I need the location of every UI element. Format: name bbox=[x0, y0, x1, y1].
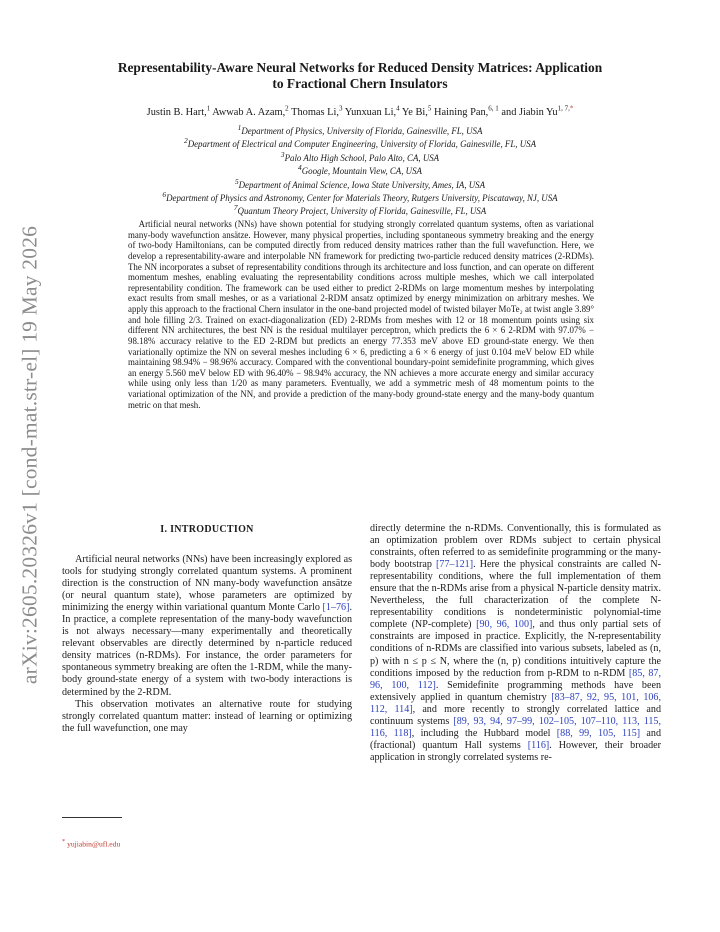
affiliation-text: Department of Animal Science, Iowa State University, Ames, IA, USA bbox=[238, 179, 486, 190]
citation-link[interactable]: [88, 99, 105, 115] bbox=[556, 727, 641, 739]
title-line-1: Representability-Aware Neural Networks for Reduced Density Matrices: Application bbox=[117, 60, 603, 75]
intro-paragraph-2: This observation motivates an alternative route for studying strongly correlated quantum matter: instead of learning or optimizing the full wavefunction, one may bbox=[62, 698, 352, 734]
body-text: , and thus only partial sets of constraints are imposed in practice. Explicitly, the N-representability conditions of n-RDMs are classified into various subsets, labeled as (n, p) with n ≤ p ≤ N, where the (n, p) conditions intuitively capture the conditions imposed by the reduction from p-RDM to n-RDM bbox=[370, 619, 661, 679]
footnote-divider bbox=[62, 817, 122, 818]
section-heading-introduction: I. INTRODUCTION bbox=[160, 524, 254, 535]
citation-link[interactable]: [1–76] bbox=[322, 602, 350, 614]
body-text: , and more recently to strongly correlated lattice and continuum systems bbox=[370, 703, 661, 727]
arxiv-identifier-stamp bbox=[8, 215, 52, 695]
left-column bbox=[62, 554, 352, 735]
body-text: and (fractional) quantum Hall systems bbox=[370, 727, 661, 751]
author-affiliation-number: 1 bbox=[206, 104, 211, 113]
right-column bbox=[370, 523, 661, 764]
affiliation-line bbox=[60, 136, 660, 149]
affiliation-text: Palo Alto High School, Palo Alto, CA, USA bbox=[284, 152, 440, 163]
affiliation-number: 1 bbox=[237, 123, 242, 132]
corresponding-author-star: * bbox=[569, 104, 574, 113]
author-affiliation-number: 6, 1 bbox=[488, 104, 499, 113]
author-name: Ye Bi, bbox=[401, 107, 428, 118]
citation-link[interactable]: [77–121] bbox=[436, 559, 474, 571]
affiliation-number: 2 bbox=[184, 136, 188, 146]
arxiv-stamp-text: arXiv:2605.20326v1 [cond-mat.str-el] 19 May 2026 bbox=[17, 225, 42, 685]
affiliation-line bbox=[60, 203, 660, 216]
footnote bbox=[62, 838, 120, 849]
author-affiliation-number: 5 bbox=[427, 104, 432, 113]
citation-link[interactable]: [89, 93, 94, 97–99, 102–105, 107–110, 113, 115, 116, 118] bbox=[370, 715, 661, 739]
affiliation-line bbox=[60, 163, 660, 176]
affiliation-text: Google, Mountain View, CA, USA bbox=[301, 166, 422, 177]
body-text: directly determine the n-RDMs. Conventionally, this is formulated as an optimization problem over RDMs subject to certain physical constraints, often referred to as semidefinite programming or the many-body bootstrap bbox=[370, 523, 661, 571]
affiliation-list bbox=[60, 123, 660, 217]
intro-paragraph-continued bbox=[370, 523, 661, 764]
citation-link[interactable]: [90, 96, 100] bbox=[476, 619, 533, 631]
citation-link[interactable]: [85, 87, 96, 100, 112] bbox=[370, 667, 662, 691]
author-affiliation-number: 3 bbox=[339, 104, 343, 113]
author-name: Awwab A. Azam, bbox=[212, 107, 286, 118]
paper-title bbox=[60, 60, 660, 92]
author-list bbox=[60, 106, 660, 119]
author-name: Thomas Li, bbox=[291, 107, 339, 118]
author-name: Justin B. Hart, bbox=[146, 107, 207, 118]
body-text: Artificial neural networks (NNs) have been increasingly explored as tools for studying strongly correlated quantum systems. A prominent direction is the construction of NN many-body wavefunction ansätze (or neural quantum state), whose parameters are optimized by minimizing the energy within variational quantum Monte Carlo bbox=[62, 554, 352, 614]
body-text: . Here the physical constraints are called N-representability conditions, where the full implementation of them ensure that the n-RDMs arise from a physical N-particle density matrix. Nevertheless, the full characterization of the complete N-representability conditions is nondeterministic polynomial-time complete (NP-complete) bbox=[370, 559, 661, 631]
body-text: . However, their broader application in strongly correlated systems re- bbox=[370, 739, 661, 763]
body-text: . Semidefinite programming methods have been extensively applied in quantum chemistry bbox=[370, 679, 661, 703]
author-affiliation-number: 2 bbox=[285, 104, 289, 113]
footnote-email-link[interactable]: yujiabin@ufl.edu bbox=[67, 839, 121, 849]
affiliation-line bbox=[60, 150, 660, 163]
affiliation-number: 3 bbox=[280, 149, 285, 159]
citation-link[interactable]: [116] bbox=[527, 739, 550, 751]
affiliation-line bbox=[60, 190, 660, 203]
affiliation-text: Quantum Theory Project, University of Florida, Gainesville, FL, USA bbox=[237, 206, 487, 217]
author-name: Yunxuan Li, bbox=[344, 107, 397, 118]
affiliation-number: 5 bbox=[234, 176, 239, 186]
author-affiliation-number: 1, 7, bbox=[557, 104, 570, 113]
body-text: , including the Hubbard model bbox=[411, 727, 557, 739]
author-name: and Jiabin Yu bbox=[501, 107, 558, 118]
footnote-marker: * bbox=[62, 838, 66, 845]
affiliation-number: 4 bbox=[298, 163, 302, 173]
affiliation-text: Department of Electrical and Computer Engineering, University of Florida, Gainesville, FL, USA bbox=[187, 139, 536, 150]
author-affiliation-number: 4 bbox=[396, 104, 400, 113]
affiliation-text: Department of Physics and Astronomy, Center for Materials Theory, Rutgers University, Piscataway, NJ, USA bbox=[166, 192, 558, 203]
affiliation-line bbox=[60, 177, 660, 190]
abstract: Artificial neural networks (NNs) have shown potential for studying strongly correlated quantum systems, often as variational many-body wavefunction ansätze. However, many physical properties, including spontaneous symmetry breaking and the energy of two-body Hamiltonians, can be computed directly from reduced density matrices rather than the full wavefunction. Here, we develop a representability-aware and interpolable NN framework for predicting two-particle reduced density matrices (2-RDMs). The NN incorporates a subset of representability conditions through its architecture and loss function, and can operate on different momentum meshes, enabling evaluating the representability conditions across multiple meshes, which we call interpolated representability condition. The framework can be used either to predict 2-RDMs on large momentum meshes by interpolating exact results from small meshes, or as a variational 2-RDM ansatz optimized by energy minimization on arbitrary meshes. We apply this approach to the fractional Chern insulator in the one-band projected model of twisted bilayer MoTe₂ at twist angle 3.89° and hole filling 2/3. Trained on exact-diagonalization (ED) 2-RDMs from meshes with 12 or 18 momentum points using six different NN architectures, the best NN is the residual multilayer perceptron, which predicts the 6 × 6 2-RDM with 97.07% − 98.18% accuracy relative to the ED 2-RDM but predicts an energy 77.353 meV above ED ground-state energy. We then variationally optimize the NN on several meshes including 6 × 6, predicting a 6 × 6 energy of just 0.104 meV below ED while maintaining 98.94% − 98.96% accuracy. Compared with the conventional boundary-point semidefinite programming, which gives an energy 5.560 meV below ED with 96.40% − 98.94% accuracy, the NN achieves a more accurate energy and similar accuracy while using only less than 1/20 as many parameters. Eventually, we add a symmetric mesh of 48 momentum points to the variational optimization of the NN, and provide a prediction of the many-body ground-state energy and the many-body quantum metric on that mesh. bbox=[128, 219, 594, 410]
author-name: Haining Pan, bbox=[434, 107, 489, 118]
citation-link[interactable]: [83–87, 92, 95, 101, 106, 112, 114] bbox=[370, 691, 661, 715]
intro-paragraph-1 bbox=[62, 554, 352, 699]
affiliation-number: 7 bbox=[233, 203, 238, 213]
affiliation-line bbox=[60, 123, 660, 136]
affiliation-number: 6 bbox=[162, 189, 167, 199]
affiliation-text: Department of Physics, University of Florida, Gainesville, FL, USA bbox=[241, 125, 483, 136]
title-line-2: to Fractional Chern Insulators bbox=[272, 76, 448, 91]
body-text: . In practice, a complete representation of the many-body wavefunction is not always necessary—many experimentally and theoretically relevant observables are directly determined by n-particle reduced density matrices (n-RDMs). For instance, the order parameters for spontaneous symmetry breaking are often the 1-RDM, while the many-body ground-state energy of a system with two-body interactions is determined by the 2-RDM. bbox=[62, 602, 352, 698]
